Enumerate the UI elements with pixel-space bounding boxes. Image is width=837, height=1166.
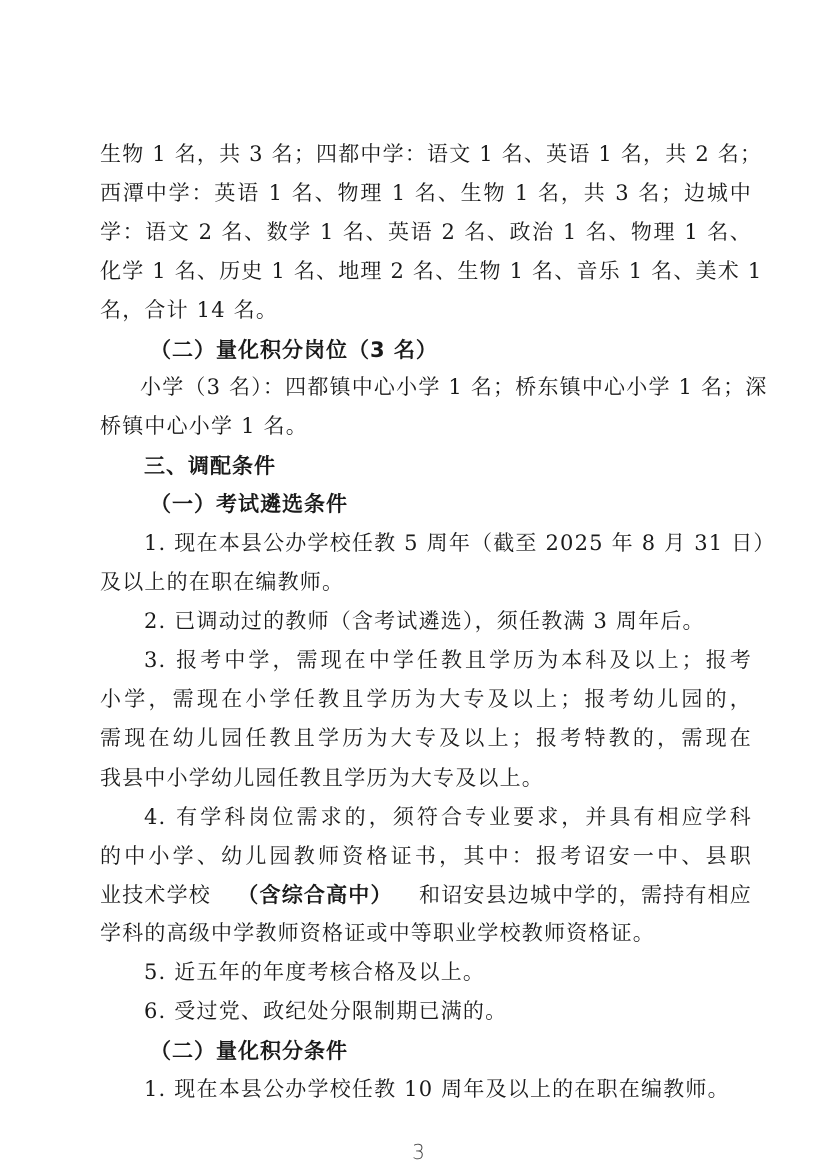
text-line: 4. 有学科岗位需求的，须符合专业要求，并具有相应学科 bbox=[144, 805, 752, 829]
text-line: 小学，需现在小学任教且学历为大专及以上；报考幼儿园的， bbox=[100, 687, 752, 711]
text-line: 的中小学、幼儿园教师资格证书，其中：报考诏安一中、县职 bbox=[100, 844, 752, 868]
text-line bbox=[100, 882, 752, 908]
text-line: 1. 现在本县公办学校任教 5 周年（截至 2025 年 8 月 31 日） bbox=[144, 531, 776, 555]
text-line: 名，合计 14 名。 bbox=[100, 298, 279, 322]
text-span: 和诏安县边城中学的，需持有相应 bbox=[419, 883, 752, 907]
section-heading-quant-positions: （二）量化积分岗位（3 名） bbox=[150, 338, 438, 362]
text-line: 生物 1 名，共 3 名；四都中学：语文 1 名、英语 1 名，共 2 名； bbox=[100, 142, 763, 166]
text-line: 小学（3 名）：四都镇中心小学 1 名；桥东镇中心小学 1 名；深 bbox=[140, 375, 768, 399]
bold-text-span: （含综合高中） bbox=[237, 883, 393, 907]
text-span: 业技术学校 bbox=[100, 883, 211, 907]
text-line: 学：语文 2 名、数学 1 名、英语 2 名、政治 1 名、物理 1 名、 bbox=[100, 220, 752, 244]
section-heading-conditions: 三、调配条件 bbox=[144, 454, 276, 478]
text-line: 6. 受过党、政纪处分限制期已满的。 bbox=[144, 999, 508, 1023]
text-line: 需现在幼儿园任教且学历为大专及以上；报考特教的，需现在 bbox=[100, 726, 752, 750]
text-line: 及以上的在职在编教师。 bbox=[100, 570, 345, 594]
text-line: 3. 报考中学，需现在中学任教且学历为本科及以上；报考 bbox=[144, 648, 752, 672]
page-number: 3 bbox=[412, 1140, 425, 1164]
text-line: 5. 近五年的年度考核合格及以上。 bbox=[144, 960, 486, 984]
section-heading-exam-conditions: （一）考试遴选条件 bbox=[150, 492, 348, 516]
text-line: 学科的高级中学教师资格证或中等职业学校教师资格证。 bbox=[100, 921, 655, 945]
text-line: 1. 现在本县公办学校任教 10 周年及以上的在职在编教师。 bbox=[144, 1077, 730, 1101]
text-line: 化学 1 名、历史 1 名、地理 2 名、生物 1 名、音乐 1 名、美术 1 bbox=[100, 259, 763, 283]
text-line: 2. 已调动过的教师（含考试遴选），须任教满 3 周年后。 bbox=[144, 609, 705, 633]
text-line: 我县中小学幼儿园任教且学历为大专及以上。 bbox=[100, 766, 544, 790]
section-heading-quant-conditions: （二）量化积分条件 bbox=[150, 1039, 348, 1063]
text-line: 西潭中学：英语 1 名、物理 1 名、生物 1 名，共 3 名；边城中 bbox=[100, 181, 752, 205]
text-line: 桥镇中心小学 1 名。 bbox=[100, 414, 308, 438]
